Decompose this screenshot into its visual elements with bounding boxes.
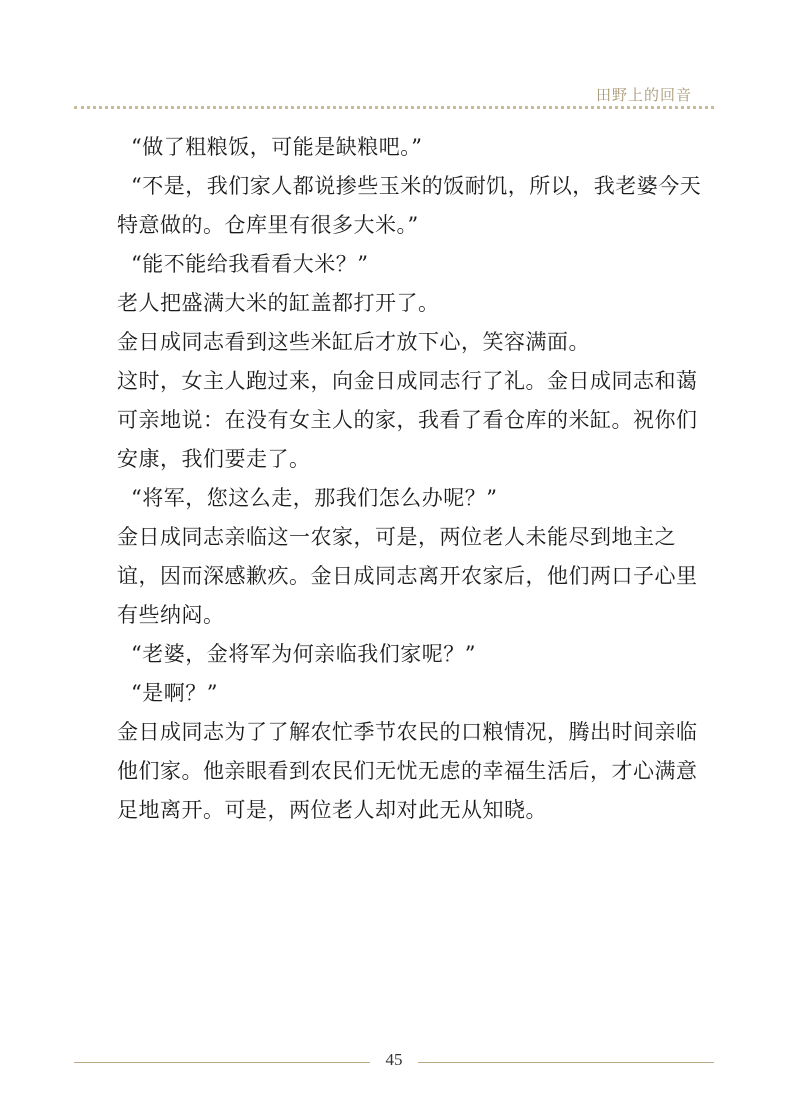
paragraph: “将军，您这么走，那我们怎么办呢？” [131,486,498,510]
header-dotted-rule [74,106,714,109]
paragraph: “不是，我们家人都说掺些玉米的饭耐饥，所以，我老婆今天特意做的。仓库里有很多大米。” [117,174,702,237]
paragraph: 金日成同志为了了解农忙季节农民的口粮情况，腾出时间亲临他们家。他亲眼看到农民们无忧无虑的幸福生活后，才心满意足地离开。可是，两位老人却对此无从知晓。 [117,720,698,822]
page-number: 45 [385,1050,403,1069]
paragraph: 这时，女主人跑过来，向金日成同志行了礼。金日成同志和蔼可亲地说：在没有女主人的家，我看了看仓库的米缸。祝你们安康，我们要走了。 [117,369,698,471]
footer-rule-left [74,1062,370,1063]
body-text [117,128,717,830]
paragraph: “是啊？” [131,681,218,705]
paragraph: “能不能给我看看大米？” [131,252,369,276]
paragraph: 金日成同志亲临这一农家，可是，两位老人未能尽到地主之谊，因而深感歉疚。金日成同志离开农家后，他们两口子心里有些纳闷。 [117,525,698,627]
running-header-title: 田野上的回音 [595,86,692,104]
paragraph: “老婆，金将军为何亲临我们家呢？” [131,642,476,666]
paragraph: 金日成同志看到这些米缸后才放下心，笑容满面。 [117,330,590,354]
paragraph: 老人把盛满大米的缸盖都打开了。 [117,291,440,315]
paragraph: “做了粗粮饭，可能是缺粮吧。” [131,135,423,159]
footer-rule-right [418,1062,714,1063]
